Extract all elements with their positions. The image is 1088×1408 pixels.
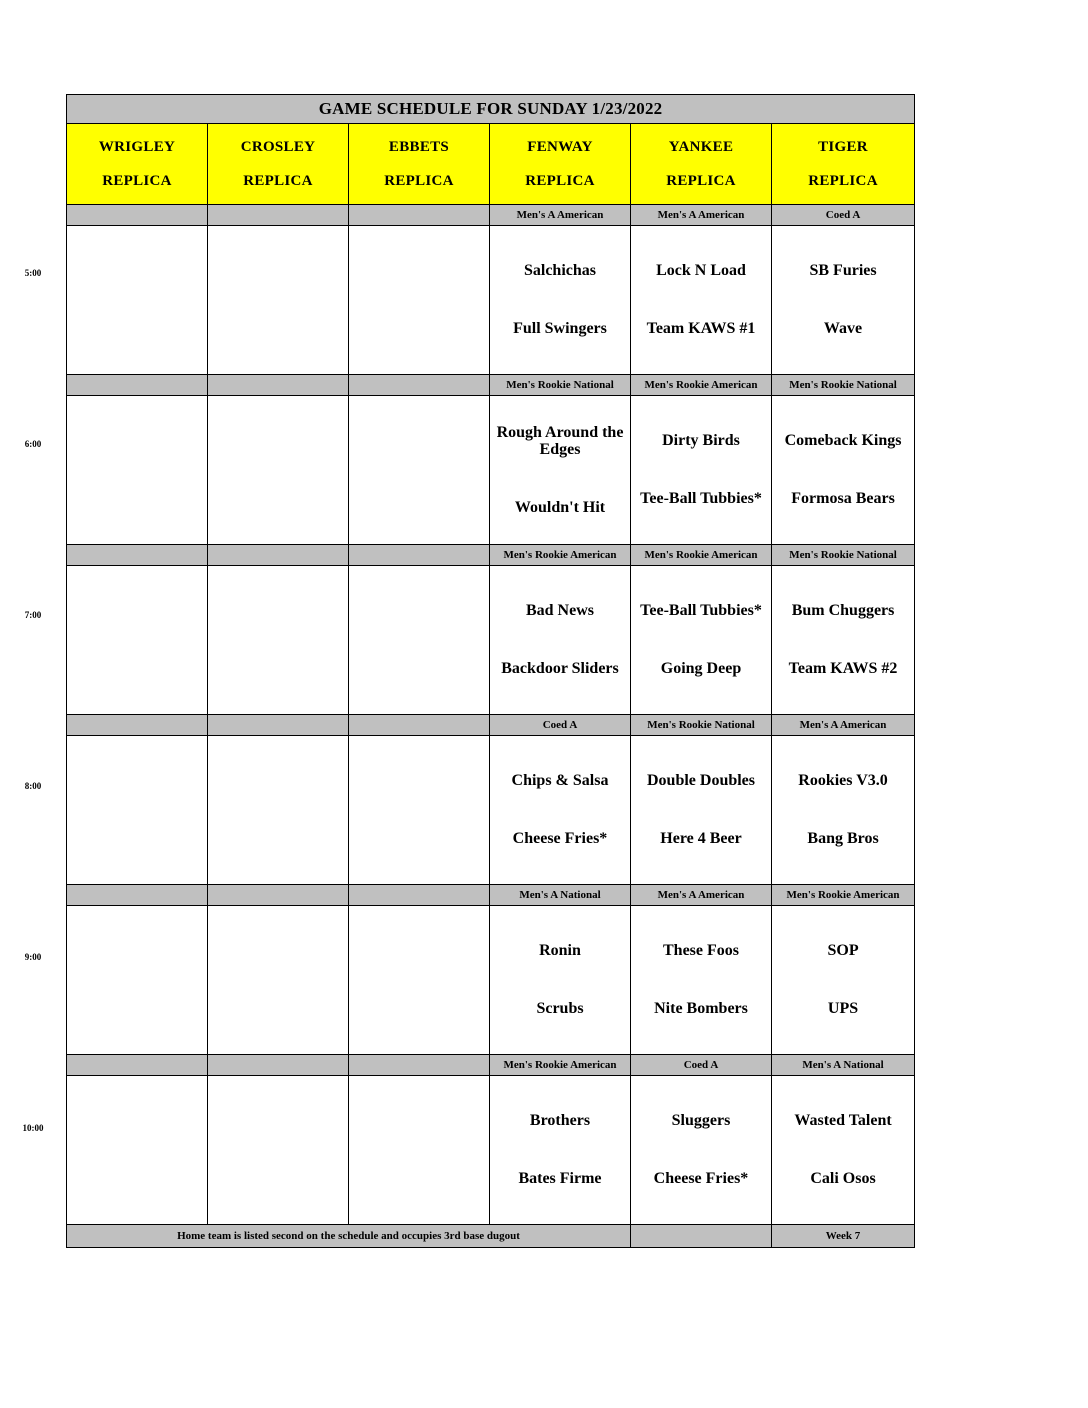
field-name-line1: EBBETS <box>388 139 450 155</box>
game-slot <box>208 396 349 545</box>
league-band: Coed A <box>631 1055 772 1076</box>
game-row <box>67 1076 915 1225</box>
game-slot <box>631 736 772 885</box>
game-slot <box>349 396 490 545</box>
league-band <box>208 545 349 566</box>
league-band <box>208 375 349 396</box>
field-name-line1: YANKEE <box>668 139 734 155</box>
game-row <box>67 906 915 1055</box>
home-team: Here 4 Beer <box>660 830 742 847</box>
home-team: Tee-Ball Tubbies* <box>640 490 762 507</box>
game-row <box>67 226 915 375</box>
field-name-line1: FENWAY <box>527 139 593 155</box>
away-team: These Foos <box>663 942 739 960</box>
field-header-yankee <box>631 124 772 205</box>
field-header-tiger <box>772 124 915 205</box>
game-slot <box>772 906 915 1055</box>
league-band: Men's Rookie American <box>631 545 772 566</box>
game-slot <box>208 566 349 715</box>
field-name-line1: TIGER <box>818 139 868 155</box>
league-band <box>67 715 208 736</box>
time-label-6: 10:00 <box>22 1123 44 1133</box>
game-slot <box>631 906 772 1055</box>
field-name-line2: REPLICA <box>666 173 736 189</box>
time-label-4: 8:00 <box>24 781 42 791</box>
game-slot <box>490 396 631 545</box>
field-name-line1: WRIGLEY <box>98 139 176 155</box>
away-team: Sluggers <box>671 1112 731 1130</box>
page-title: GAME SCHEDULE FOR SUNDAY 1/23/2022 <box>67 95 915 124</box>
league-band <box>208 205 349 226</box>
game-slot <box>208 226 349 375</box>
home-team: Team KAWS #2 <box>788 660 898 677</box>
away-team: Dirty Birds <box>662 432 740 450</box>
game-slot <box>772 736 915 885</box>
game-slot <box>490 566 631 715</box>
game-slot <box>772 396 915 545</box>
field-name-line2: REPLICA <box>808 173 878 189</box>
game-slot <box>631 566 772 715</box>
game-slot <box>349 1076 490 1225</box>
league-band <box>349 885 490 906</box>
field-name-line1: CROSLEY <box>240 139 316 155</box>
home-team: Wave <box>823 320 863 337</box>
league-band: Men's Rookie National <box>490 375 631 396</box>
field-name-line2: REPLICA <box>525 173 595 189</box>
game-slot <box>208 1076 349 1225</box>
league-band-row <box>67 715 915 736</box>
league-band-row <box>67 205 915 226</box>
league-band: Coed A <box>490 715 631 736</box>
game-slot <box>208 736 349 885</box>
game-slot <box>772 226 915 375</box>
league-band <box>349 205 490 226</box>
away-team: SOP <box>827 942 859 960</box>
game-row <box>67 396 915 545</box>
league-band <box>208 1055 349 1076</box>
league-band: Men's Rookie American <box>631 375 772 396</box>
league-band: Men's Rookie National <box>772 545 915 566</box>
league-band: Men's A American <box>631 885 772 906</box>
league-band <box>67 1055 208 1076</box>
footer-spacer <box>631 1225 772 1248</box>
game-slot <box>67 906 208 1055</box>
league-band <box>349 375 490 396</box>
schedule-sheet <box>22 94 914 1248</box>
away-team: Wasted Talent <box>794 1112 892 1130</box>
away-team: Lock N Load <box>656 262 746 280</box>
game-slot <box>349 736 490 885</box>
field-header-row <box>67 124 915 205</box>
game-slot <box>772 1076 915 1225</box>
league-band <box>208 715 349 736</box>
field-name-line2: REPLICA <box>384 173 454 189</box>
game-slot <box>490 736 631 885</box>
footer-note: Home team is listed second on the schedule and occupies 3rd base dugout <box>67 1225 631 1248</box>
time-label-2: 6:00 <box>24 439 42 449</box>
game-slot <box>631 396 772 545</box>
home-team: Full Swingers <box>513 320 607 337</box>
game-slot <box>67 396 208 545</box>
game-slot <box>349 906 490 1055</box>
game-slot <box>631 1076 772 1225</box>
league-band: Men's A National <box>772 1055 915 1076</box>
game-slot <box>349 226 490 375</box>
game-slot <box>67 566 208 715</box>
game-slot <box>67 736 208 885</box>
away-team: Chips & Salsa <box>511 772 609 790</box>
footer-row <box>67 1225 915 1248</box>
home-team: Bang Bros <box>807 830 879 847</box>
game-slot <box>631 226 772 375</box>
game-row <box>67 736 915 885</box>
away-team: Bad News <box>525 602 594 620</box>
game-slot <box>490 226 631 375</box>
away-team: Ronin <box>539 942 581 960</box>
league-band: Men's Rookie American <box>490 545 631 566</box>
league-band: Men's A American <box>772 715 915 736</box>
game-slot <box>67 1076 208 1225</box>
league-band-row <box>67 545 915 566</box>
away-team: Double Doubles <box>646 772 756 790</box>
league-band-row <box>67 1055 915 1076</box>
league-band: Coed A <box>772 205 915 226</box>
league-band: Men's Rookie American <box>490 1055 631 1076</box>
league-band <box>349 1055 490 1076</box>
title-row <box>67 95 915 124</box>
away-team: Bum Chuggers <box>791 602 895 620</box>
home-team: Cheese Fries* <box>653 1170 749 1187</box>
game-slot <box>208 906 349 1055</box>
away-team: Rough Around the Edges <box>496 423 624 459</box>
league-band <box>67 205 208 226</box>
home-team: Team KAWS #1 <box>646 320 756 337</box>
league-band <box>67 885 208 906</box>
game-slot <box>490 1076 631 1225</box>
home-team: Nite Bombers <box>654 1000 748 1017</box>
field-header-fenway <box>490 124 631 205</box>
schedule-table <box>66 94 915 1248</box>
field-name-line2: REPLICA <box>102 173 172 189</box>
field-header-wrigley <box>67 124 208 205</box>
home-team: Scrubs <box>536 1000 584 1017</box>
league-band: Men's Rookie National <box>631 715 772 736</box>
home-team: Backdoor Sliders <box>501 660 619 677</box>
game-slot <box>67 226 208 375</box>
league-band: Men's A National <box>490 885 631 906</box>
league-band-row <box>67 885 915 906</box>
league-band <box>208 885 349 906</box>
away-team: SB Furies <box>809 262 877 280</box>
time-label-5: 9:00 <box>24 952 42 962</box>
away-team: Comeback Kings <box>784 432 902 450</box>
game-row <box>67 566 915 715</box>
league-band <box>67 545 208 566</box>
league-band: Men's Rookie American <box>772 885 915 906</box>
league-band-row <box>67 375 915 396</box>
home-team: Wouldn't Hit <box>514 498 606 516</box>
home-team: Cheese Fries* <box>512 830 608 847</box>
league-band <box>349 545 490 566</box>
away-team: Salchichas <box>523 262 596 280</box>
field-name-line2: REPLICA <box>243 173 313 189</box>
home-team: Cali Osos <box>810 1170 876 1187</box>
home-team: Formosa Bears <box>791 490 895 507</box>
time-label-1: 5:00 <box>24 268 42 278</box>
league-band <box>67 375 208 396</box>
home-team: Going Deep <box>660 660 742 677</box>
away-team: Tee-Ball Tubbies* <box>640 602 762 620</box>
league-band: Men's Rookie National <box>772 375 915 396</box>
away-team: Rookies V3.0 <box>798 772 888 790</box>
home-team: Bates Firme <box>518 1170 602 1187</box>
league-band: Men's A American <box>631 205 772 226</box>
time-label-3: 7:00 <box>24 610 42 620</box>
home-team: UPS <box>827 1000 859 1017</box>
field-header-ebbets <box>349 124 490 205</box>
game-slot <box>349 566 490 715</box>
game-slot <box>772 566 915 715</box>
away-team: Brothers <box>529 1112 591 1130</box>
field-header-crosley <box>208 124 349 205</box>
league-band <box>349 715 490 736</box>
footer-week: Week 7 <box>772 1225 915 1248</box>
league-band: Men's A American <box>490 205 631 226</box>
game-slot <box>490 906 631 1055</box>
